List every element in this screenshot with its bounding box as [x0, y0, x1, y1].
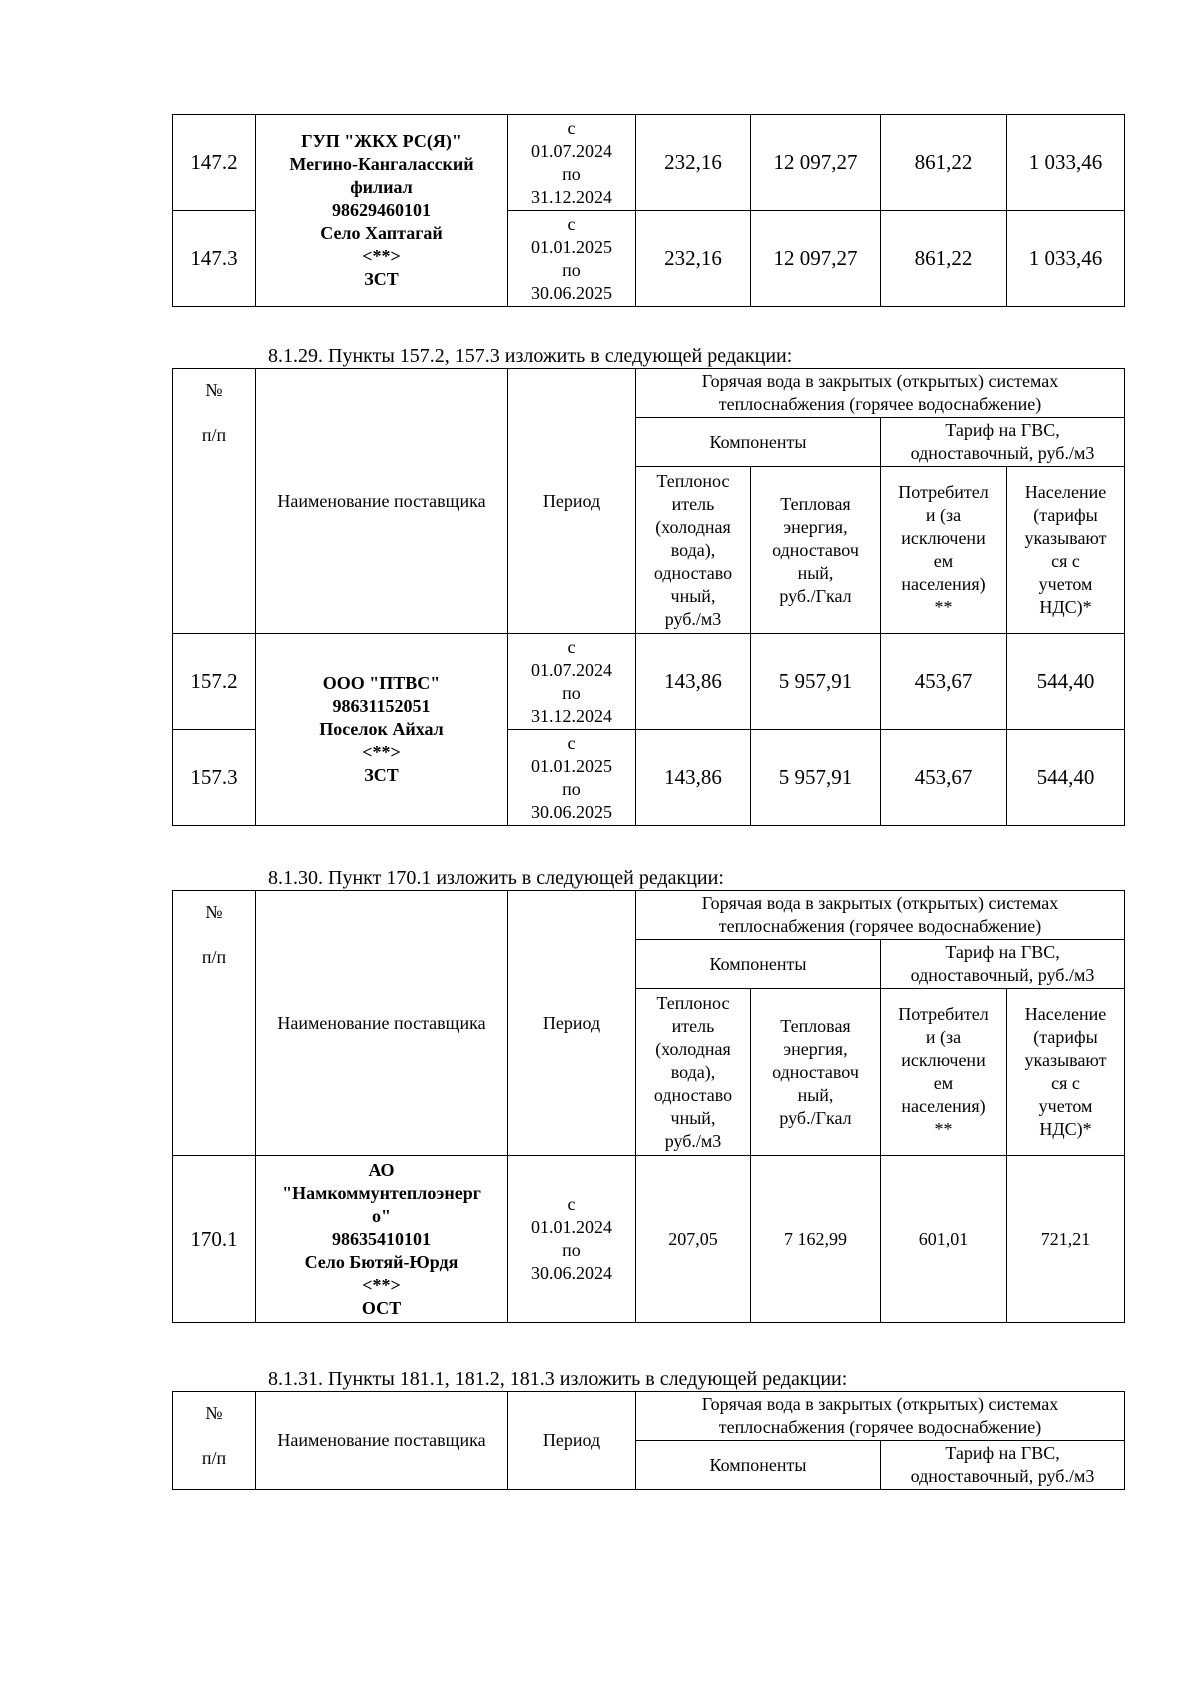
header-text: населения) [901, 1096, 986, 1116]
header-text: исключени [901, 528, 986, 548]
header-number-sign: № [205, 380, 223, 400]
header-text: (тарифы [1033, 1027, 1098, 1047]
header-text: исключени [901, 1050, 986, 1070]
header-text: руб./Гкал [779, 585, 852, 606]
header-text: указывают [1024, 1050, 1107, 1070]
header-supplier: Наименование поставщика [256, 891, 508, 1156]
header-text: энергия, [783, 516, 848, 537]
header-period: Период [508, 369, 636, 634]
header-text: ный, [797, 1084, 834, 1105]
period-to-label: по [562, 163, 581, 184]
supplier-location: Поселок Айхал [319, 719, 444, 739]
supplier-system: ОСТ [361, 1297, 402, 1318]
period-to-label: по [562, 778, 581, 799]
value-carrier: 232,16 [636, 115, 751, 211]
period-to-date: 31.12.2024 [531, 705, 612, 726]
header-period: Период [508, 1392, 636, 1490]
supplier-name: о" [372, 1205, 391, 1226]
header-text: и (за [925, 1027, 962, 1047]
value-population: 1 033,46 [1007, 211, 1125, 307]
header-group: Горячая вода в закрытых (открытых) системах теплоснабжения (горячее водоснабжение) [636, 1392, 1125, 1441]
supplier-system: ЗСТ [364, 765, 399, 785]
header-text: (холодная [655, 516, 731, 537]
section-title-8-1-30: 8.1.30. Пункт 170.1 изложить в следующей редакции: [268, 867, 724, 889]
header-text: руб./Гкал [779, 1107, 852, 1128]
header-text: Потребител [898, 482, 989, 502]
header-number-sign: № [205, 902, 223, 922]
header-text: ** [934, 597, 953, 617]
header-carrier [636, 467, 751, 634]
supplier-name: ООО "ПТВС" [322, 673, 441, 693]
period-to-date: 30.06.2025 [531, 801, 612, 822]
value-population: 544,40 [1007, 634, 1125, 730]
period-from-date: 01.07.2024 [531, 140, 612, 161]
header-number-label: п/п [201, 1448, 227, 1468]
header-text: руб./м3 [664, 1130, 722, 1151]
header-text: Теплонос [656, 470, 730, 491]
value-population: 544,40 [1007, 730, 1125, 826]
supplier-name: АО [368, 1159, 395, 1180]
supplier-branch: Мегино-Кангаласский [289, 154, 474, 174]
header-row [173, 1392, 1125, 1441]
header-population [1007, 467, 1125, 634]
period-cell [508, 1156, 636, 1323]
header-text: ся с [1051, 1073, 1080, 1093]
header-text: НДС)* [1039, 597, 1092, 617]
row-number: 170.1 [173, 1156, 256, 1323]
period-cell [508, 115, 636, 211]
supplier-location: Село Бютяй-Юрдя [304, 1251, 459, 1272]
header-text: ** [934, 1119, 953, 1139]
header-tariff: Тариф на ГВС, одноставочный, руб./м3 [881, 940, 1125, 989]
header-text: ся с [1051, 551, 1080, 571]
period-from-date: 01.07.2024 [531, 659, 612, 680]
section-title-8-1-29: 8.1.29. Пункты 157.2, 157.3 изложить в следующей редакции: [268, 345, 793, 367]
header-text: Тепловая [780, 1015, 851, 1036]
period-cell [508, 634, 636, 730]
header-text: ный, [797, 562, 834, 583]
header-text: (тарифы [1033, 505, 1098, 525]
header-group: Горячая вода в закрытых (открытых) системах теплоснабжения (горячее водоснабжение) [636, 891, 1125, 940]
header-text: ем [933, 551, 954, 571]
supplier-code: 98629460101 [332, 200, 431, 220]
header-text: и (за [925, 505, 962, 525]
header-row [173, 891, 1125, 940]
header-text: итель [671, 493, 715, 514]
period-cell [508, 211, 636, 307]
supplier-note: <**> [362, 1274, 401, 1295]
table-row [173, 115, 1125, 211]
period-from-label: с [567, 213, 576, 234]
supplier-name: ГУП "ЖКХ РС(Я)" [301, 131, 462, 151]
period-from-date: 01.01.2025 [531, 755, 612, 776]
value-population: 1 033,46 [1007, 115, 1125, 211]
header-number [173, 891, 256, 1156]
value-consumers: 861,22 [881, 211, 1007, 307]
header-number-label: п/п [201, 947, 227, 967]
supplier-system: ЗСТ [364, 269, 399, 289]
tariff-table-147 [172, 114, 1125, 307]
supplier-cell [256, 634, 508, 826]
supplier-code: 98631152051 [332, 696, 431, 716]
value-carrier: 232,16 [636, 211, 751, 307]
supplier-note: <**> [362, 246, 401, 266]
tariff-table-170 [172, 890, 1125, 1323]
header-group: Горячая вода в закрытых (открытых) системах теплоснабжения (горячее водоснабжение) [636, 369, 1125, 418]
row-number: 147.2 [173, 115, 256, 211]
period-from-label: с [567, 1194, 576, 1214]
row-number: 147.3 [173, 211, 256, 307]
header-consumers [881, 467, 1007, 634]
period-from-label: с [567, 636, 576, 657]
spacer [175, 924, 253, 946]
header-text: одноставоч [772, 539, 859, 560]
header-text: чный, [670, 585, 716, 606]
period-to-label: по [562, 259, 581, 280]
header-tariff: Тариф на ГВС, одноставочный, руб./м3 [881, 418, 1125, 467]
period-to-date: 31.12.2024 [531, 186, 612, 207]
value-energy: 5 957,91 [751, 730, 881, 826]
value-consumers: 453,67 [881, 730, 1007, 826]
supplier-location: Село Хаптагай [320, 223, 443, 243]
header-text: вода), [670, 1061, 716, 1082]
header-text: итель [671, 1015, 715, 1036]
period-to-date: 30.06.2025 [531, 282, 612, 303]
spacer [175, 1425, 253, 1447]
header-components: Компоненты [636, 1441, 881, 1490]
period-from-date: 01.01.2024 [531, 1217, 612, 1237]
value-carrier: 143,86 [636, 730, 751, 826]
header-text: одноставо [653, 562, 733, 583]
header-text: Население [1024, 482, 1107, 502]
header-text: Потребител [898, 1004, 989, 1024]
period-from-label: с [567, 732, 576, 753]
header-row [173, 369, 1125, 418]
supplier-note: <**> [362, 742, 401, 762]
header-energy [751, 467, 881, 634]
spacer [175, 402, 253, 424]
period-cell [508, 730, 636, 826]
value-carrier: 207,05 [636, 1156, 751, 1323]
header-carrier [636, 989, 751, 1156]
row-number: 157.2 [173, 634, 256, 730]
header-number [173, 1392, 256, 1490]
supplier-name: "Намкоммунтеплоэнерг [282, 1182, 481, 1203]
header-text: учетом [1038, 574, 1093, 594]
value-population: 721,21 [1007, 1156, 1125, 1323]
header-tariff: Тариф на ГВС, одноставочный, руб./м3 [881, 1441, 1125, 1490]
header-text: ем [933, 1073, 954, 1093]
header-number-label: п/п [201, 425, 227, 445]
header-number-sign: № [205, 1403, 223, 1423]
header-text: Население [1024, 1004, 1107, 1024]
header-text: одноставоч [772, 1061, 859, 1082]
supplier-code: 98635410101 [332, 1228, 431, 1249]
value-energy: 12 097,27 [751, 211, 881, 307]
period-from-label: с [567, 117, 576, 138]
header-energy [751, 989, 881, 1156]
header-text: (холодная [655, 1038, 731, 1059]
header-population [1007, 989, 1125, 1156]
header-period: Период [508, 891, 636, 1156]
value-consumers: 861,22 [881, 115, 1007, 211]
header-text: вода), [670, 539, 716, 560]
supplier-branch: филиал [350, 177, 413, 197]
header-components: Компоненты [636, 418, 881, 467]
supplier-cell [256, 115, 508, 307]
header-text: чный, [670, 1107, 716, 1128]
supplier-cell [256, 1156, 508, 1323]
header-supplier: Наименование поставщика [256, 1392, 508, 1490]
table-row [173, 1156, 1125, 1323]
tariff-table-181 [172, 1391, 1125, 1490]
header-text: энергия, [783, 1038, 848, 1059]
header-text: учетом [1038, 1096, 1093, 1116]
header-components: Компоненты [636, 940, 881, 989]
header-text: населения) [901, 574, 986, 594]
value-energy: 7 162,99 [751, 1156, 881, 1323]
header-text: руб./м3 [664, 608, 722, 629]
table-row [173, 634, 1125, 730]
period-to-label: по [562, 1240, 581, 1260]
period-from-date: 01.01.2025 [531, 236, 612, 257]
header-text: указывают [1024, 528, 1107, 548]
header-text: одноставо [653, 1084, 733, 1105]
value-energy: 12 097,27 [751, 115, 881, 211]
header-supplier: Наименование поставщика [256, 369, 508, 634]
tariff-table-157 [172, 368, 1125, 826]
period-to-label: по [562, 682, 581, 703]
header-text: НДС)* [1039, 1119, 1092, 1139]
header-consumers [881, 989, 1007, 1156]
header-number [173, 369, 256, 634]
value-consumers: 453,67 [881, 634, 1007, 730]
value-carrier: 143,86 [636, 634, 751, 730]
period-to-date: 30.06.2024 [531, 1263, 612, 1283]
value-energy: 5 957,91 [751, 634, 881, 730]
value-consumers: 601,01 [881, 1156, 1007, 1323]
header-text: Тепловая [780, 493, 851, 514]
header-text: Теплонос [656, 992, 730, 1013]
row-number: 157.3 [173, 730, 256, 826]
section-title-8-1-31: 8.1.31. Пункты 181.1, 181.2, 181.3 изложить в следующей редакции: [268, 1368, 848, 1390]
